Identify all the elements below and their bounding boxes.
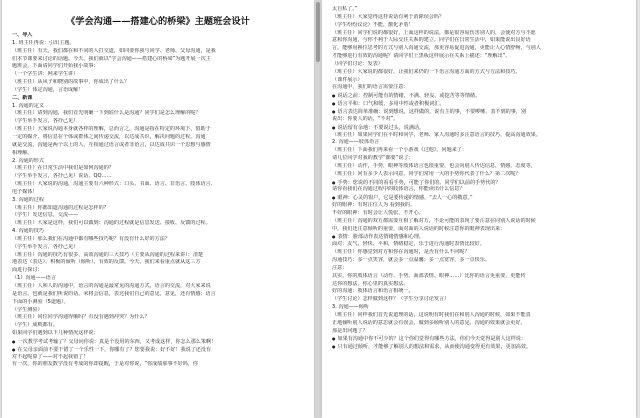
left-text-line: （班主任）从风子和晓别的故事中，你成出了什么？	[12, 79, 130, 86]
left-text-line: （班主任）大家说的沟通，沟通主要有六种形式：口头、书面、语言、非语言、肢体语言、	[12, 181, 216, 188]
left-text-line: （一个学生讲：网来学生讲）	[12, 71, 79, 78]
scrollbar-thumb[interactable]	[316, 2, 320, 62]
left-text-line: （班主任）那么我们在沟通中都有哪些技巧呢？有没有什么好的方法？	[12, 235, 170, 242]
right-text-line: 正地倾听别人说话的意思就会有误会，做到多倾听别人的意见，沟通的效果就会更好。	[332, 319, 526, 326]
left-text-line: ● 在父母亲面前不要干错了一个乐性一下，你哪有了？您要我说：好不好！我说了还没有	[12, 346, 304, 354]
left-heading: 二、新课	[12, 94, 33, 101]
left-text-line: 们本节课要来讨论的话题。今天，我们就以“学会沟通——搭建心的桥梁”为题开展一次主	[12, 55, 211, 62]
right-text-line: 面对：友气、轻快、平和，情绪稳定，乐于进行沟通时表情比较好。	[332, 241, 485, 248]
right-text-line: （班主任）沟通的双方都需要互相了解对方，不论可能的表现了要注意在同别人说话的时候	[332, 217, 536, 224]
left-text-line: 题班会，下面请同学们开始我小故事：	[12, 63, 99, 70]
right-text-line: 好的眼神：有时注位人为 看到我的。	[332, 202, 416, 209]
right-text-line: 中，我们还注意倾听的重要，面对面的人说话的时候注意你的眼神表现出来：	[332, 225, 506, 232]
right-text-line: 请你看我们在沟通过程中的肢体语言，你能读出什么信息？	[332, 186, 465, 193]
left-text-line: （班主任）有天，我们都在和不同的人打交道，如同要你我与同学、老师、父母沟通，是我	[12, 47, 216, 54]
left-text-line: （班主任）大家是这样，我们可以做到：沟通的过程就是信息发送、接收、反馈的过程。	[12, 220, 211, 227]
right-text-line: ● 只有通过倾听，才能够了解别人的想法和需求，从而使沟通变得更有效果，更加高效。	[332, 343, 626, 351]
document-title: 《学会沟通——搭建心的桥梁》主题班会设计	[66, 16, 250, 27]
right-text-line: 3. 沟通——倾听	[332, 304, 370, 311]
left-text-line: （学生举手发言，各抒己见）	[12, 243, 79, 250]
left-text-line: （班主任）在日常生活中我们是如何沟通的？	[12, 165, 114, 172]
left-text-line: 下面的小测验（5道题）。	[12, 298, 69, 305]
left-text-line: 1. 沟通的定义	[12, 102, 44, 109]
right-text-line: （同学们讨论：发表）	[332, 60, 383, 67]
left-text-line: （学生）体定沟通，言语成解！	[12, 86, 84, 93]
right-text-line: （班主任）同样我们首先说道理的话，这说明有时我们在和别人沟通的时候，如果不能真	[332, 311, 531, 318]
right-text-line: 才能够进行有效的沟通呢？请同学们上黑板这样展示在关系上描述：“理解出”。	[332, 53, 511, 60]
document-page-right	[322, 0, 636, 418]
left-text-line: 4. 沟通的技巧	[12, 228, 44, 235]
right-text-line: 沟通技巧：多一点笑容，就会多一点温馨；多一点宽容，多一点快乐。	[332, 257, 490, 263]
left-text-line: （学生测验）	[12, 306, 43, 313]
left-text-line: （1）沟通——语言	[12, 275, 56, 282]
right-text-line: （学生纷纷议论）不能，激化矛盾！	[332, 21, 414, 28]
left-text-line: ● 一次教学考试考输了？父母问你说：真是个没用的东西，又考成这样，你怎么那么笨啊！	[12, 338, 304, 346]
left-text-line: 一定的媒介，将信息在个体或群体之间传递交流，以达成共识，解决问题的过程。沟通	[12, 133, 206, 140]
right-text-line: （班主任）下面我们再来看一个小游戏《过他》，问题来了：	[332, 147, 467, 154]
right-text-line: 达你的想法，你心里的真实想法。	[332, 280, 409, 287]
left-text-line: 电子媒体！	[12, 188, 38, 195]
right-text-line: （课件展示）	[332, 76, 363, 83]
left-text-line: （班主任）请到沟通，我们首先明确一下到底什么是沟通？同学们是怎么理解的呢？	[12, 110, 201, 117]
left-text-line: 1. 班主任再说：引出主题。	[12, 39, 75, 46]
right-text-line: 言，能够用换位思考的方式与别人沟通交流，那更容易促进沟通，更能让人心情舒畅，与别人	[332, 45, 541, 52]
right-text-line: ● 语言表达简单准确：说到想说，这样做的，说有主的事，不要啰嗦，表不到的事，别	[332, 108, 626, 116]
right-text-line: （班主任）动作，手势，眼神等肢体语言也很重要，也会向别人传达信息，情感，态度等，	[332, 162, 536, 169]
right-text-line: 其实，你的肢体语言（动作、手势、面部表情、眼神……）比你的语言更重要，更能传	[332, 272, 526, 279]
left-text-line: （班主任）沟通的技巧有很多，高效沟通的三大技巧（主要从沟通的过程来讲）：清楚	[12, 251, 204, 258]
left-heading: 一、导入	[12, 32, 33, 38]
page-left-content	[2, 0, 314, 369]
right-text-line: ● 语言平和：口气和缓，多用中性或者积极词汇。	[332, 100, 626, 108]
right-text-line: （班主任）大家觉得这样说话有利于消除误会吗？	[332, 13, 445, 20]
right-text-line: ● 说话之前：控制可能有的情绪，不满、轻妄、或挖苦等等情绪。	[332, 92, 626, 100]
left-text-line: 有一次，你的朋友数学没有考成的你却提醒，于是对你说，“你成绩那事不好吗，你	[12, 361, 199, 368]
left-text-line: （班主任）人和人的沟通中，语言的沟通是最常见的沟通方式，语言的交流，对大家来说	[12, 283, 211, 289]
right-text-line: 好的沟通：肢体语言和语言相统一。	[332, 288, 414, 295]
left-text-line: 对不起呢算了——对不起我错了！	[12, 353, 89, 360]
right-text-line: 在沟通中，我们的语言需要注意：	[332, 84, 409, 91]
right-text-line: ● 表情：脸部动作表达情绪情感和心理。	[332, 233, 626, 241]
right-text-line: 注意：	[332, 264, 348, 271]
left-text-line: （学生）发送信息，交流——	[12, 212, 79, 219]
left-text-line: 3. 沟通的过程	[12, 196, 44, 203]
left-text-line: （班主任）大家说沟通本身就各样的理解，总而言之，沟通是指在特定的环境下，借助于	[12, 126, 211, 133]
left-text-line: 地表达（表达）、积极的倾听（倾听）、有效的反馈。今天，我们来看重点就从这三方	[12, 259, 201, 266]
left-text-line: 如果同学们遇到以下几种情况这样说：	[12, 330, 99, 337]
document-page-left	[2, 0, 314, 418]
left-text-line: 2. 沟通的形式	[12, 157, 44, 164]
left-text-line: 是语言，也就是我们所说的话。米将会信息，表达我们自己的意见，意见，还有情感；语言	[12, 290, 216, 297]
right-text-line: 2. 沟通——肢体语言	[332, 139, 380, 146]
right-text-line: （班主任）大家说的都很好，让我们来仍的一下语言沟通方面的方式与方法和技巧。	[332, 68, 521, 75]
left-text-line: 就是交流，沟通是两个以上的人，互相通过语言或者非语言，以达成共识一个思想与感情	[12, 141, 211, 148]
right-text-line: 不好的眼神：有时会让人慌张，不开心。	[332, 209, 424, 216]
page-right-content	[322, 0, 636, 351]
left-text-line: （班主任）同位同学沟通得顺吗？有没有遇到冲突？为什么？	[12, 314, 150, 321]
right-text-line: ● 如果有沟通中你不可少的？这个你们觉得有哪些方法，你们今天觉得是别人这样说：	[332, 335, 626, 343]
right-text-line: 说出：你要人的话，“不对”。	[332, 115, 399, 122]
left-text-line: 面进行探讨：	[12, 267, 43, 274]
right-text-line: （学生讨论）怎样做到这样？（学生分享讨论发言）	[332, 296, 450, 303]
left-text-line: （学生举手发言，各抒己见）	[12, 118, 79, 125]
right-text-line: （班主任）同学们说的都很好，上面这样的说法，都是很容易伤害别人的，会使对方与不愿	[332, 29, 536, 36]
right-text-line: （班主任）问有多少人表示同意，同学们常用一大的手势你代表了什么？第二次呢？	[332, 170, 521, 177]
left-text-line: 相理解。	[12, 149, 33, 156]
right-text-line: ● 手势：您说的不同的看看手势，可能了你们的。同学们以前的手势代的？	[332, 179, 626, 187]
right-text-line: 那是出问题了？	[332, 327, 368, 334]
left-text-line: （班主任）你都知道沟通的过程是怎样的？	[12, 204, 109, 211]
right-text-line: 意和你沟通，与你不利于人际交往关系的建立。同学们在日常生活中，如果能说出良好语	[332, 37, 531, 44]
left-text-line: （学生）成败都有。	[12, 322, 58, 329]
right-text-line: （班主任）你感觉到对方和你在沟通时，是否有什么不同呢？	[332, 249, 470, 256]
right-text-line: ● 说话留有余地：不要说过头，说满话。	[332, 124, 626, 132]
right-text-line: （班主任）如果同学们在平时和同学、老师、家人沟通时多注意语言的技巧，提高沟通效果。	[332, 131, 541, 138]
page-divider-scrollbar[interactable]	[315, 0, 321, 418]
right-text-line: 太自私了。”	[332, 6, 358, 12]
left-text-line: （学生举手发言，各抒己见）说话、QQ……	[12, 173, 112, 180]
right-text-line: 请几位同学对我的教学“都要”说了：	[332, 155, 414, 162]
right-text-line: ● 眼神：心灵的窗户，它是要传递的情感，“去人一心的敬意。”	[332, 194, 626, 202]
